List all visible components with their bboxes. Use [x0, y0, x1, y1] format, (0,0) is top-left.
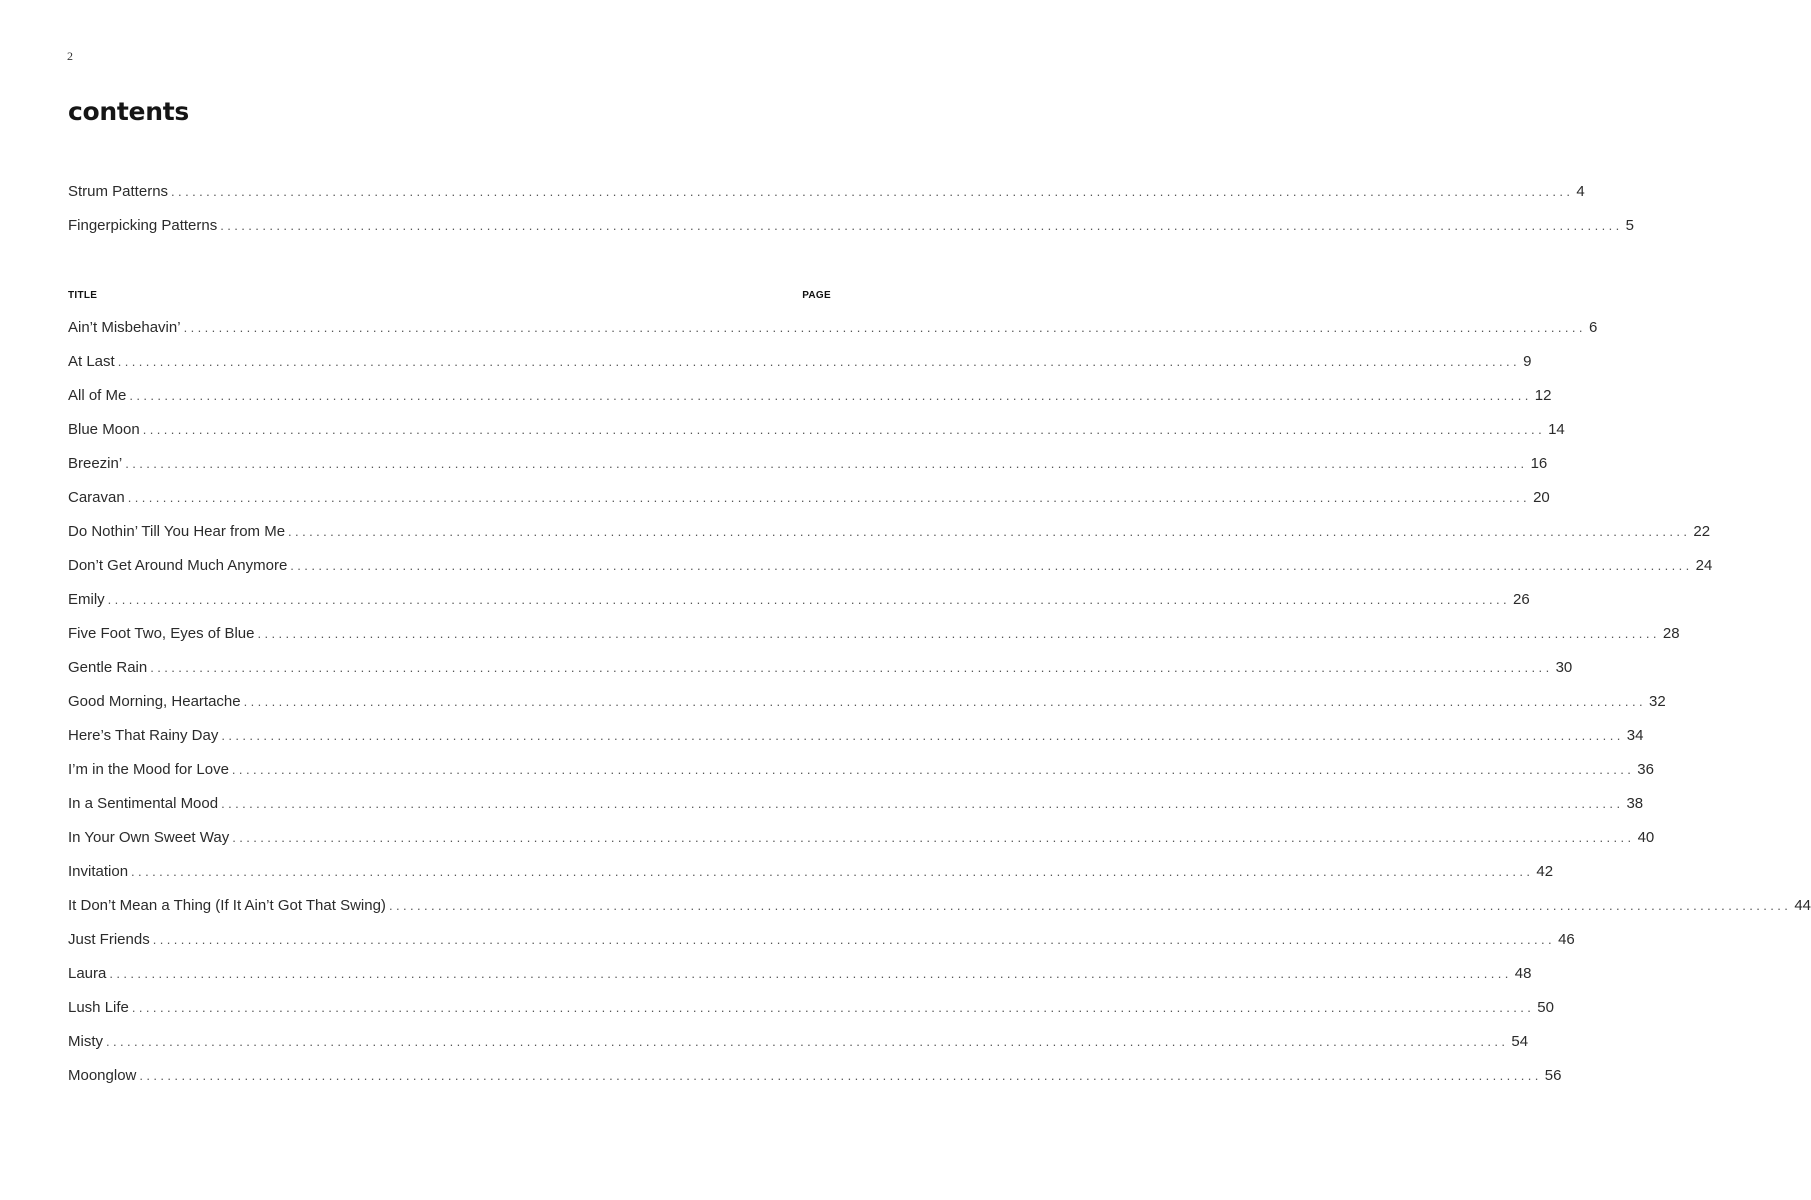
dot-leader: ........................................................................................................................................................................................................: [231, 762, 1635, 777]
toc-entry-title: In a Sentimental Mood: [68, 795, 219, 812]
toc-entry-title: Misty: [68, 1033, 103, 1050]
toc-row[interactable]: [68, 1033, 1529, 1055]
toc-row[interactable]: [68, 353, 1532, 375]
toc-entry-page: 30: [1555, 659, 1573, 676]
dot-leader: ........................................................................................................................................................................................................: [142, 422, 1546, 437]
toc-entry-page: 48: [1514, 965, 1532, 982]
dot-leader: ........................................................................................................................................................................................................: [171, 184, 1574, 199]
toc-entry-title: Fingerpicking Patterns: [68, 217, 218, 234]
toc-row[interactable]: [68, 455, 1548, 477]
toc-row[interactable]: [68, 523, 1711, 545]
toc-entry-page: 22: [1693, 523, 1711, 540]
toc-entry-title: Ain’t Misbehavin’: [68, 319, 181, 336]
toc-entry-title: It Don’t Mean a Thing (If It Ain’t Got That Swing): [68, 897, 386, 914]
dot-leader: ........................................................................................................................................................................................................: [221, 796, 1624, 811]
toc-row[interactable]: [68, 659, 1573, 681]
dot-leader: ........................................................................................................................................................................................................: [257, 626, 1660, 641]
dot-leader: ........................................................................................................................................................................................................: [131, 864, 1534, 879]
toc-row-fingerpicking-patterns[interactable]: [68, 217, 1634, 239]
toc-entry-page: 34: [1626, 727, 1644, 744]
toc-row[interactable]: [68, 421, 1565, 443]
toc-row[interactable]: [68, 557, 1713, 579]
toc-entry-page: 42: [1536, 863, 1554, 880]
toc-row-strum-patterns[interactable]: [68, 183, 1585, 205]
dot-leader: ........................................................................................................................................................................................................: [127, 490, 1531, 505]
toc-entry-page: 54: [1511, 1033, 1529, 1050]
dot-leader: ........................................................................................................................................................................................................: [220, 218, 1623, 233]
toc-entry-title: Strum Patterns: [68, 183, 169, 200]
toc-row[interactable]: [68, 1067, 1562, 1089]
toc-entry-title: Just Friends: [68, 931, 150, 948]
toc-row[interactable]: [68, 863, 1554, 885]
toc-row[interactable]: [68, 931, 1575, 953]
toc-entry-page: 44: [1794, 897, 1811, 914]
page-number: 2: [67, 49, 73, 63]
toc-entry-page: 56: [1544, 1067, 1562, 1084]
dot-leader: ........................................................................................................................................................................................................: [183, 320, 1586, 335]
toc-row[interactable]: [68, 727, 1644, 749]
dot-leader: ........................................................................................................................................................................................................: [109, 966, 1512, 981]
dot-leader: ........................................................................................................................................................................................................: [150, 660, 1553, 675]
dot-leader: ........................................................................................................................................................................................................: [117, 354, 1521, 369]
page-title: contents: [68, 97, 189, 126]
toc-entry-page: 16: [1530, 455, 1548, 472]
toc-entry-page: 50: [1537, 999, 1554, 1016]
toc-entry-page: 46: [1558, 931, 1575, 948]
dot-leader: ........................................................................................................................................................................................................: [243, 694, 1646, 709]
toc-entry-title: Caravan: [68, 489, 125, 506]
toc-row[interactable]: [68, 999, 1554, 1021]
dot-leader: ........................................................................................................................................................................................................: [288, 524, 1691, 539]
toc-row[interactable]: [68, 625, 1680, 647]
toc-entry-title: Don’t Get Around Much Anymore: [68, 557, 288, 574]
toc-row[interactable]: [68, 489, 1550, 511]
toc-entry-page: 12: [1534, 387, 1552, 404]
toc-entry-page: 4: [1576, 183, 1585, 200]
dot-leader: ........................................................................................................................................................................................................: [139, 1068, 1542, 1083]
toc-row[interactable]: [68, 897, 1811, 919]
dot-leader: ........................................................................................................................................................................................................: [152, 932, 1556, 947]
toc-entry-title: Good Morning, Heartache: [68, 693, 241, 710]
toc-entry-title: Gentle Rain: [68, 659, 148, 676]
toc-entry-title: In Your Own Sweet Way: [68, 829, 230, 846]
title-column-header: TITLE: [68, 290, 98, 301]
toc-entry-page: 32: [1648, 693, 1666, 710]
toc-entry-title: Blue Moon: [68, 421, 140, 438]
toc-entry-page: 40: [1637, 829, 1655, 846]
dot-leader: ........................................................................................................................................................................................................: [388, 898, 1792, 913]
dot-leader: ........................................................................................................................................................................................................: [131, 1000, 1535, 1015]
toc-entry-title: Laura: [68, 965, 107, 982]
page-column-header: PAGE: [802, 290, 831, 301]
toc-row[interactable]: [68, 319, 1598, 341]
toc-entry-page: 6: [1588, 319, 1598, 336]
toc-entry-title: Moonglow: [68, 1067, 137, 1084]
toc-entry-title: Here’s That Rainy Day: [68, 727, 219, 744]
toc-entry-page: 26: [1513, 591, 1530, 608]
toc-row[interactable]: [68, 761, 1654, 783]
toc-entry-page: 9: [1523, 353, 1532, 370]
dot-leader: ........................................................................................................................................................................................................: [221, 728, 1624, 743]
dot-leader: ........................................................................................................................................................................................................: [107, 592, 1511, 607]
toc-row[interactable]: [68, 693, 1666, 715]
toc-row[interactable]: [68, 591, 1530, 613]
toc-entry-page: 20: [1533, 489, 1550, 506]
toc-row[interactable]: [68, 387, 1552, 409]
toc-entry-title: Do Nothin’ Till You Hear from Me: [68, 523, 286, 540]
toc-entry-title: At Last: [68, 353, 115, 370]
toc-row[interactable]: [68, 965, 1532, 987]
toc-entry-title: All of Me: [68, 387, 127, 404]
toc-entry-page: 14: [1548, 421, 1565, 438]
dot-leader: ........................................................................................................................................................................................................: [106, 1034, 1509, 1049]
dot-leader: ........................................................................................................................................................................................................: [129, 388, 1532, 403]
toc-entry-title: Five Foot Two, Eyes of Blue: [68, 625, 255, 642]
dot-leader: ........................................................................................................................................................................................................: [232, 830, 1635, 845]
toc-entry-page: 28: [1662, 625, 1680, 642]
toc-entry-page: 36: [1637, 761, 1654, 778]
toc-row[interactable]: [68, 829, 1655, 851]
toc-entry-page: 38: [1626, 795, 1644, 812]
toc-entry-title: Lush Life: [68, 999, 129, 1016]
toc-entry-title: Emily: [68, 591, 105, 608]
dot-leader: ........................................................................................................................................................................................................: [290, 558, 1693, 573]
toc-entry-page: 5: [1625, 217, 1634, 234]
toc-entry-title: Breezin’: [68, 455, 123, 472]
toc-row[interactable]: [68, 795, 1644, 817]
toc-entry-title: Invitation: [68, 863, 129, 880]
toc-entry-title: I’m in the Mood for Love: [68, 761, 229, 778]
toc-entry-page: 24: [1695, 557, 1713, 574]
dot-leader: ........................................................................................................................................................................................................: [125, 456, 1528, 471]
